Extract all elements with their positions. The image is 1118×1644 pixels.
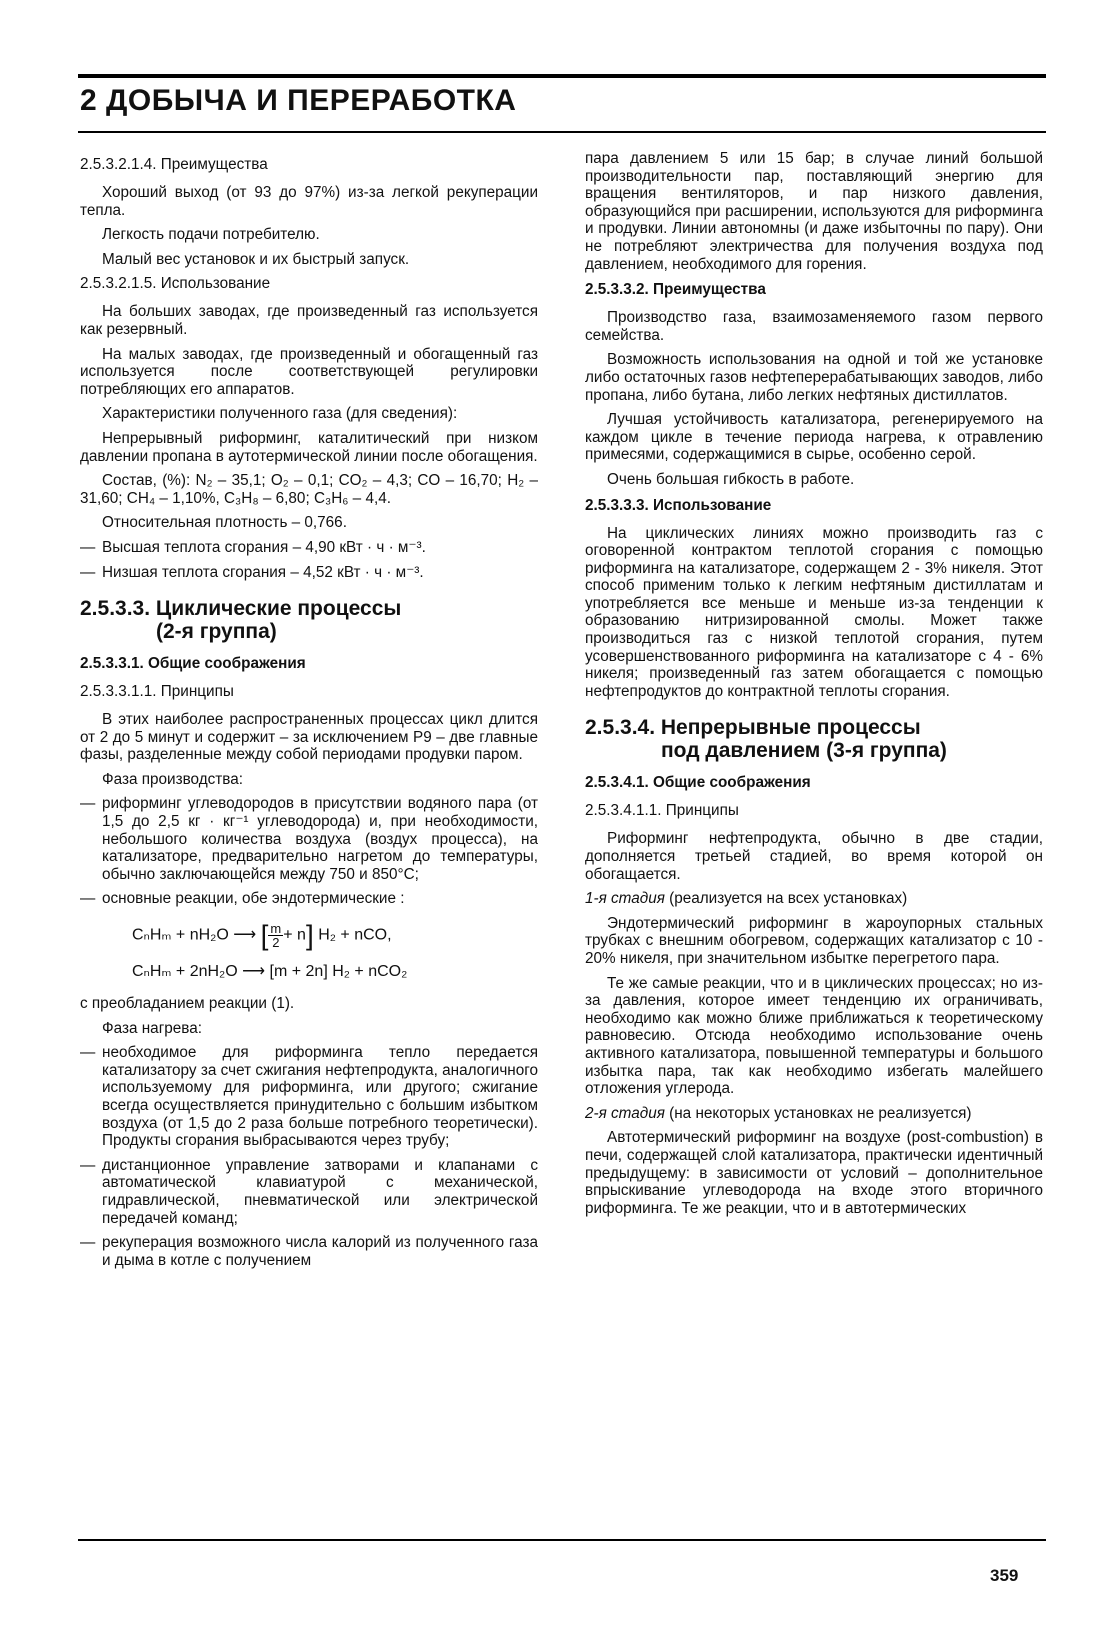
paragraph: Риформинг нефтепродукта, обычно в две стадии, дополняется третьей стадией, во время которой он обогащается. bbox=[585, 830, 1043, 883]
dash-marker: — bbox=[80, 890, 96, 908]
dash-marker: — bbox=[80, 1156, 96, 1174]
dash-marker: — bbox=[80, 563, 96, 581]
major-heading-line-1: 2.5.3.4. Непрерывные процессы bbox=[585, 716, 921, 740]
paragraph: Фаза нагрева: bbox=[102, 1019, 202, 1037]
list-item-text: необходимое для риформинга тепло передается катализатору за счет сжигания нефтепродукта, аналогичного используемому для риформинга, или другого; сжигание всегда осуществляется принудительно с большим избытком воздуха (от 1,5 до 2 раза больше потребного теоретически). Продукты сгорания выбрасываются через трубу; bbox=[102, 1044, 538, 1150]
list-item-text: Низшая теплота сгорания – 4,52 кВт · ч · м⁻³. bbox=[102, 563, 424, 581]
paragraph: Те же самые реакции, что и в циклических процессах; но из-за давления, которое имеет тенденцию их ограничивать, необходимо как можно ближе приближаться к теоретическому равновесию. Отсюда необходимо использование очень активного катализатора, повышенной температуры и большого избытка пара, так как необходимо избегать малейшего отложения углерода. bbox=[585, 974, 1043, 1098]
paragraph: Фаза производства: bbox=[102, 770, 244, 788]
list-item bbox=[80, 564, 538, 582]
list-item bbox=[80, 1157, 538, 1227]
subsection-heading: 2.5.3.3.1.1. Принципы bbox=[80, 683, 234, 701]
paragraph: Легкость подачи потребителю. bbox=[102, 226, 320, 244]
section-heading: 2.5.3.3.3. Использование bbox=[585, 496, 772, 514]
major-heading bbox=[80, 597, 538, 643]
equation-2: CₙHₘ + 2nH₂O ⟶ [m + 2n] H₂ + nCO₂ bbox=[132, 963, 408, 981]
stage-line bbox=[585, 1105, 1043, 1123]
paragraph: Очень большая гибкость в работе. bbox=[607, 470, 855, 488]
major-heading bbox=[585, 716, 1043, 762]
list-item-text: рекуперация возможного числа калорий из полученного газа и дыма в котле с получением bbox=[102, 1234, 538, 1269]
fraction-numerator: m bbox=[270, 921, 282, 937]
paragraph: пара давлением 5 или 15 бар; в случае линий большой производительности пар, поставляющий энергию для вращения вентиляторов, и пар низкого давления, образующийся при расширении, используются для риформинга и продувки. Линии автономны (и даже избыточны по пару). Они не потребляют электричества для получения воздуха под давлением, необходимого для горения. bbox=[585, 150, 1043, 273]
list-item-text: риформинг углеводородов в присутствии водяного пара (от 1,5 до 2,5 кг · кг⁻¹ углеводорода) и, при необходимости, небольшого количества воздуха (воздух процесса), на катализаторе, предварительно нагретом до температуры, обычно заключающейся между 750 и 850°C; bbox=[102, 795, 538, 883]
bracket-close: ] bbox=[305, 919, 314, 951]
fraction-denominator: 2 bbox=[272, 935, 280, 951]
arrow-icon: ⟶ bbox=[233, 926, 257, 944]
stage-line bbox=[585, 890, 1043, 908]
stage-note: (реализуется на всех установках) bbox=[664, 890, 908, 908]
paragraph: Непрерывный риформинг, каталитический при низком давлении пропана в аутотермической линии после обогащения. bbox=[80, 429, 538, 465]
major-heading-line-2: (2-я группа) bbox=[156, 620, 277, 644]
bracket-open: [ bbox=[260, 919, 269, 951]
composition-paragraph: Состав, (%): N₂ – 35,1; O₂ – 0,1; CO₂ – 4,3; CO – 16,70; H₂ – 31,60; CH₄ – 1,10%, C₃H₈ – 6,80; C₃H₆ – 4,4. bbox=[80, 472, 538, 507]
reaction-equations bbox=[132, 919, 538, 983]
list-item bbox=[80, 890, 538, 908]
list-item-text: Высшая теплота сгорания – 4,90 кВт · ч · м⁻³. bbox=[102, 538, 426, 556]
list-item bbox=[80, 795, 538, 883]
section-heading: 2.5.3.2.1.5. Использование bbox=[80, 275, 271, 293]
top-rule bbox=[78, 74, 1046, 78]
footer-rule bbox=[78, 1539, 1046, 1541]
section-heading: 2.5.3.3.2. Преимущества bbox=[585, 281, 766, 299]
stage-label: 1-я стадия bbox=[585, 890, 665, 908]
paragraph: Характеристики полученного газа (для сведения): bbox=[102, 405, 458, 423]
fraction bbox=[268, 922, 283, 949]
paragraph: Эндотермический риформинг в жароупорных стальных трубках с внешним обогревом, содержащих катализатор с 10 - 20% никеля, при значительном избытке перегретого пара. bbox=[585, 914, 1043, 967]
dash-marker: — bbox=[80, 538, 96, 556]
list-item-text: дистанционное управление затворами и клапанами с автоматической клавиатурой с механической, гидравлической, пневматической или электрической передачей команд; bbox=[102, 1156, 538, 1227]
page-number: 359 bbox=[990, 1566, 1019, 1585]
stage-label: 2-я стадия bbox=[585, 1104, 665, 1122]
major-heading-line-2: под давлением (3-я группа) bbox=[661, 739, 947, 763]
chapter-header: 2 ДОБЫЧА И ПЕРЕРАБОТКА bbox=[80, 84, 517, 117]
eq1-inner: + n bbox=[283, 926, 306, 944]
major-heading-line-1: 2.5.3.3. Циклические процессы bbox=[80, 597, 402, 621]
paragraph: На больших заводах, где произведенный газ используется как резервный. bbox=[80, 303, 538, 338]
paragraph: Малый вес установок и их быстрый запуск. bbox=[102, 250, 410, 268]
paragraph: Возможность использования на одной и той же установке либо остаточных газов нефтеперерабатывающих заводов, либо пропана, либо бутана, либо легких нефтяных дистиллатов. bbox=[585, 351, 1043, 404]
list-item bbox=[80, 1234, 538, 1269]
eq1-left: CₙHₘ + nH₂O bbox=[132, 926, 229, 944]
paragraph: с преобладанием реакции (1). bbox=[80, 995, 295, 1013]
paragraph: Относительная плотность – 0,766. bbox=[102, 514, 347, 532]
dash-marker: — bbox=[80, 1234, 96, 1252]
dash-marker: — bbox=[80, 1044, 96, 1062]
paragraph: Лучшая устойчивость катализатора, регенерируемого на каждом цикле в течение периода нагрева, к отравлению примесями, содержащимися в сырье, особенно серой. bbox=[585, 411, 1043, 464]
list-item bbox=[80, 1044, 538, 1150]
dash-marker: — bbox=[80, 795, 96, 813]
section-heading: 2.5.3.2.1.4. Преимущества bbox=[80, 156, 268, 173]
paragraph: Производство газа, взаимозаменяемого газом первого семейства. bbox=[585, 309, 1043, 344]
right-column bbox=[585, 150, 1043, 1224]
section-heading: 2.5.3.3.1. Общие соображения bbox=[80, 655, 306, 673]
paragraph: В этих наиболее распространенных процессах цикл длится от 2 до 5 минут и содержит – за исключением Р9 – две главные фазы, разделенные между собой периодами продувки паром. bbox=[80, 711, 538, 764]
paragraph: Автотермический риформинг на воздухе (post-combustion) в печи, содержащей слой катализатора, практически идентичный предыдущему: в зависимости от условий – дополнительное впрыскивание углеводорода на входе этого вторичного риформинга. Те же реакции, что и в автотермических bbox=[585, 1129, 1043, 1217]
subsection-heading: 2.5.3.4.1.1. Принципы bbox=[585, 802, 739, 820]
eq1-tail: H₂ + nCO, bbox=[318, 926, 392, 944]
paragraph: На циклических линиях можно производить газ с оговоренной контрактом теплотой сгорания с помощью риформинга на катализаторе, содержащем 2 - 3% никеля. Этот способ применим только к легким нефтяным дистиллатам и употребляется все меньше и меньше из-за тенденции к образованию нитризированной смолы. Может также производиться газ с низкой теплотой сгорания, путем усовершенствованного риформинга на катализаторе с 4 - 6% никеля; произведенный газ затем обогащается с помощью нефтепродуктов до контрактной теплоты сгорания. bbox=[585, 524, 1043, 700]
left-column bbox=[80, 150, 538, 1276]
section-heading: 2.5.3.4.1. Общие соображения bbox=[585, 774, 811, 792]
paragraph: Хороший выход (от 93 до 97%) из-за легкой рекуперации тепла. bbox=[80, 184, 538, 219]
list-item-text: основные реакции, обе эндотермические : bbox=[102, 890, 405, 908]
list-item bbox=[80, 539, 538, 557]
stage-note: (на некоторых установках не реализуется) bbox=[664, 1104, 972, 1122]
equation-1 bbox=[132, 919, 538, 951]
paragraph: На малых заводах, где произведенный и обогащенный газ используется после соответствующей регулировки потребляющих его аппаратов. bbox=[80, 345, 538, 398]
header-rule bbox=[78, 131, 1046, 133]
